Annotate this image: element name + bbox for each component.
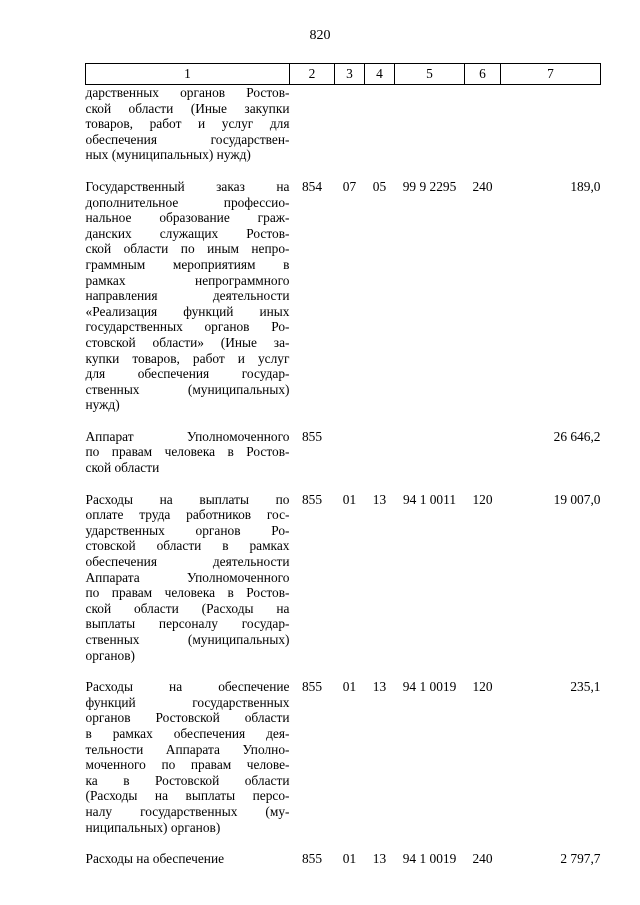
description-line: обеспечения деятельности <box>85 554 290 570</box>
column-header-6: 6 <box>465 64 501 85</box>
ministry-code: 854 <box>301 178 323 194</box>
description-line: для обеспечения государ- <box>85 366 290 382</box>
column-header-2: 2 <box>290 64 335 85</box>
description-line: моченного по правам челове- <box>85 757 290 773</box>
target-article-code: 99 9 2295 <box>402 178 457 194</box>
section-code <box>335 85 365 163</box>
expense-type-code: 240 <box>472 178 493 194</box>
column-header-5: 5 <box>395 64 465 85</box>
target-article-code: 94 1 0019 <box>402 679 457 695</box>
section-code: 07 <box>342 178 357 194</box>
row-spacer <box>86 163 601 179</box>
row-spacer-cell <box>86 663 601 679</box>
description-line: дарственных органов Ростов- <box>85 85 290 100</box>
section-code <box>335 429 365 476</box>
expense-type-code: 240 <box>472 851 493 867</box>
subsection-code <box>365 429 395 476</box>
row-description <box>86 679 290 835</box>
row-spacer <box>86 476 601 492</box>
description-line: граммным мероприятиям в <box>85 256 290 272</box>
subsection-code: 05 <box>372 178 387 194</box>
table-row <box>86 679 601 835</box>
row-spacer-cell <box>86 476 601 492</box>
description-line: ской области по иным непро- <box>85 241 290 257</box>
description-line: Государственный заказ на <box>85 178 290 194</box>
description-line: оплате труда работников гос- <box>85 507 290 523</box>
row-description <box>86 851 290 867</box>
subsection-code: 13 <box>372 491 387 507</box>
budget-table <box>85 63 601 867</box>
row-description <box>86 429 290 476</box>
description-line: государственных органов Ро- <box>85 319 290 335</box>
description-line: ственных (муниципальных) <box>85 381 290 397</box>
column-header-1: 1 <box>86 64 290 85</box>
row-spacer <box>86 835 601 851</box>
target-article-code <box>395 429 465 476</box>
amount-value <box>501 85 601 163</box>
row-spacer-cell <box>86 835 601 851</box>
description-line: стовской области» (Иные за- <box>85 334 290 350</box>
table-header-row <box>86 64 601 85</box>
description-line: ской области (Расходы на <box>85 600 290 616</box>
page-number: 820 <box>309 28 331 43</box>
description-line: ка в Ростовской области <box>85 772 290 788</box>
section-code: 01 <box>342 679 357 695</box>
description-line: налу государственных (му- <box>85 803 290 819</box>
ministry-code: 855 <box>301 679 323 695</box>
description-line: выплаты персоналу государ- <box>85 616 290 632</box>
description-line: функций государственных <box>85 694 290 710</box>
amount-value: 189,0 <box>570 178 601 194</box>
description-line: купки товаров, работ и услуг <box>85 350 290 366</box>
description-line: ской области (Иные закупки <box>85 100 290 116</box>
ministry-code: 855 <box>301 491 323 507</box>
table-body <box>86 85 601 867</box>
expense-type-code: 120 <box>472 491 493 507</box>
description-line: ных (муниципальных) нужд) <box>85 147 251 163</box>
description-line: нужд) <box>85 397 120 413</box>
row-spacer <box>86 663 601 679</box>
ministry-code: 855 <box>301 428 323 444</box>
description-line: ниципальных) органов) <box>85 819 221 835</box>
description-line: органов) <box>85 647 135 663</box>
column-header-4: 4 <box>365 64 395 85</box>
description-line: товаров, работ и услуг для <box>85 116 290 132</box>
description-line: тельности Аппарата Уполно- <box>85 741 290 757</box>
description-line: Расходы на обеспечение <box>85 679 290 695</box>
row-spacer-cell <box>86 413 601 429</box>
target-article-code: 94 1 0019 <box>402 851 457 867</box>
row-spacer-cell <box>86 163 601 179</box>
section-code: 01 <box>342 851 357 867</box>
description-line: в рамках обеспечения дея- <box>85 725 290 741</box>
amount-value: 19 007,0 <box>553 491 601 507</box>
description-line: Аппарата Уполномоченного <box>85 569 290 585</box>
description-line: «Реализация функций иных <box>85 303 290 319</box>
table-row <box>86 492 601 664</box>
section-code: 01 <box>342 491 357 507</box>
description-line: ской области <box>85 460 160 476</box>
description-line: рамках непрограммного <box>85 272 290 288</box>
subsection-code <box>365 85 395 163</box>
description-line: Расходы на выплаты по <box>85 491 290 507</box>
row-description <box>86 85 290 163</box>
description-line: дополнительное профессио- <box>85 194 290 210</box>
description-line: органов Ростовской области <box>85 710 290 726</box>
description-line: нальное образование граж- <box>85 210 290 226</box>
target-article-code: 94 1 0011 <box>402 491 457 507</box>
description-line: (Расходы на выплаты персо- <box>85 788 290 804</box>
row-description <box>86 492 290 664</box>
description-line: обеспечения государствен- <box>85 131 290 147</box>
target-article-code <box>395 85 465 163</box>
row-spacer <box>86 413 601 429</box>
description-line: стовской области в рамках <box>85 538 290 554</box>
row-description <box>86 179 290 413</box>
description-line: направления деятельности <box>85 288 290 304</box>
ministry-code <box>290 85 335 163</box>
expense-type-code <box>465 85 501 163</box>
amount-value: 235,1 <box>570 679 601 695</box>
table-row <box>86 179 601 413</box>
description-line: по правам человека в Ростов- <box>85 444 290 460</box>
description-line: ударственных органов Ро- <box>85 522 290 538</box>
column-header-7: 7 <box>501 64 601 85</box>
amount-value: 2 797,7 <box>560 851 601 867</box>
ministry-code: 855 <box>301 851 323 867</box>
description-line: Расходы на обеспечение <box>85 851 225 867</box>
table-row <box>86 85 601 163</box>
expense-type-code <box>465 429 501 476</box>
expense-type-code: 120 <box>472 679 493 695</box>
subsection-code: 13 <box>372 679 387 695</box>
description-line: по правам человека в Ростов- <box>85 585 290 601</box>
column-header-3: 3 <box>335 64 365 85</box>
table-row <box>86 851 601 867</box>
description-line: Аппарат Уполномоченного <box>85 428 290 444</box>
description-line: ственных (муниципальных) <box>85 632 290 647</box>
description-line: данских служащих Ростов- <box>85 225 290 241</box>
table-row <box>86 429 601 476</box>
subsection-code: 13 <box>372 851 387 867</box>
amount-value: 26 646,2 <box>553 428 601 444</box>
